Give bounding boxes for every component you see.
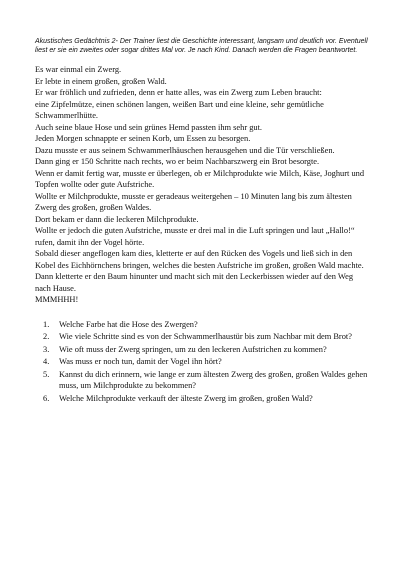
story-line: Wenn er damit fertig war, musste er überlegen, ob er Milchprodukte wie Milch, Käse, Joghurt und Topfen wollte oder gute Aufstriche. [35,168,365,189]
question-number: 2. [43,332,50,341]
question-item [35,331,370,343]
question-item [35,369,370,392]
question-text: Wie viele Schritte sind es von der Schwammerlhaustür bis zum Nachbar mit dem Brot? [59,332,352,341]
question-text: Welche Milchprodukte verkauft der älteste Zwerg im großen, großen Wald? [59,393,313,403]
story-line: Jeden Morgen schnappte er seinen Korb, um Essen zu besorgen. [35,134,251,143]
story-line: Dann ging er 150 Schritte nach rechts, wo er beim Nachbarszwerg ein Brot besorgte. [35,157,320,166]
story-line: Sobald dieser angeflogen kam dies, kletterte er auf den Rücken des Vogels und ließ sich in den Kobel des Eichhörnchens bringen, welches die besten Aufstriche im großen, großen Wald machte. [35,249,364,270]
question-text: Kannst du dich erinnern, wie lange er zum ältesten Zwerg des großen, großen Waldes gehen muss, um Milchprodukte zu bekommen? [59,369,368,390]
question-text: Wie oft muss der Zwerg springen, um zu den leckeren Aufstrichen zu kommen? [59,344,327,354]
question-number: 6. [43,393,50,403]
document-page [35,37,370,405]
story-line: Wollte er jedoch die guten Aufstriche, musste er drei mal in die Luft springen und laut „Hallo!“ rufen, damit ihn der Vogel hörte. [35,226,355,247]
story-line: Dazu musste er aus seinem Schwammerlhäuschen herausgehen und die Tür verschließen. [35,145,335,155]
question-number: 5. [43,369,50,379]
question-item [35,319,370,331]
story-text [35,64,370,306]
instruction-text: Akustisches Gedächtnis 2- Der Trainer liest die Geschichte interessant, langsam und deutlich vor. Eventuell liest er sie ein zweites oder sogar drittes Mal vor. Je nach Kind. Danach werden die Fragen beantwortet. [35,38,368,54]
question-number: 1. [43,319,50,329]
question-number: 4. [43,357,50,366]
story-line: Es war einmal ein Zwerg. [35,65,122,74]
story-line: Er lebte in einem großen, großen Wald. [35,76,167,86]
story-line: Dann kletterte er den Baum hinunter und macht sich mit den Leckerbissen wieder auf den Weg nach Hause. [35,272,354,293]
question-item [35,393,370,405]
question-item [35,344,370,356]
story-line: MMMHHH! [35,295,79,304]
question-text: Was muss er noch tun, damit der Vogel ihn hört? [59,357,222,366]
story-line: Er war fröhlich und zufrieden, denn er hatte alles, was ein Zwerg zum Leben braucht: [35,88,322,97]
story-line: Auch seine blaue Hose und sein grünes Hemd passten ihm sehr gut. [35,122,263,132]
question-text: Welche Farbe hat die Hose des Zwergen? [59,319,198,329]
story-line: Wollte er Milchprodukte, musste er geradeaus weitergehen – 10 Minuten lang bis zum ältesten Zwerg des großen, großen Waldes. [35,191,352,212]
story-line: Dort bekam er dann die leckeren Milchprodukte. [35,214,199,224]
question-item [35,356,370,368]
question-number: 3. [43,344,50,354]
story-line: eine Zipfelmütze, einen schönen langen, weißen Bart und eine kleine, sehr gemütliche Schwammerlhütte. [35,99,324,120]
question-list [35,319,370,405]
